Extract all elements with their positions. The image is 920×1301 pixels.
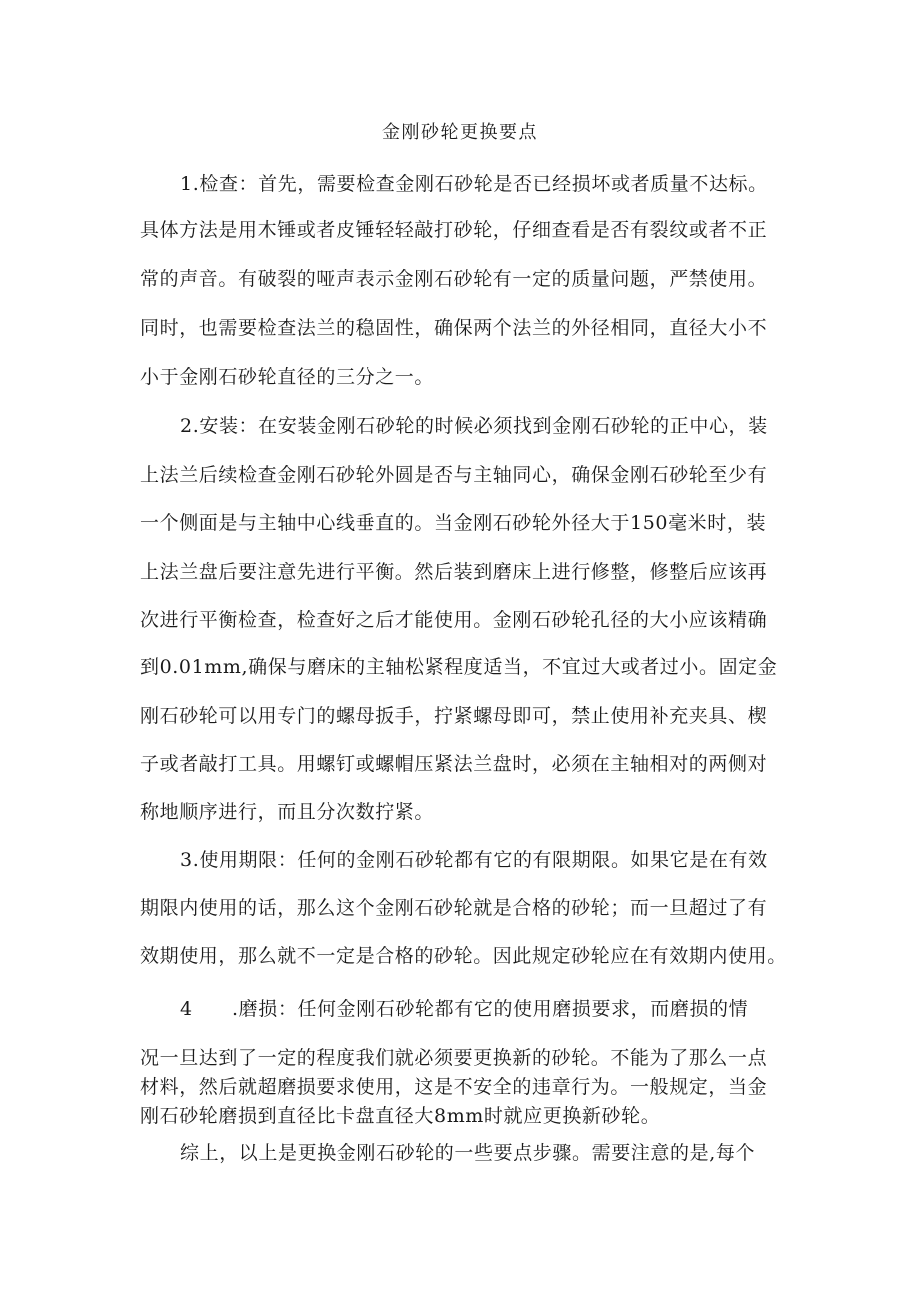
- section-4-line-1: [180, 995, 800, 1023]
- section-2-line-9: 称地顺序进行，而且分次数拧紧。: [140, 801, 435, 823]
- document-title: 金刚砂轮更换要点: [382, 122, 538, 143]
- section-3-number: 3: [180, 849, 193, 871]
- section-4-line-3: 材料，然后就超磨损要求使用，这是不安全的违章行为。一般规定，当金: [140, 1076, 768, 1098]
- section-2-line-1: [180, 412, 800, 440]
- section-2-line-4: 上法兰盘后要注意先进行平衡。然后装到磨床上进行修整，修整后应该再: [140, 561, 768, 583]
- section-3-line-2: 期限内使用的话，那么这个金刚石砂轮就是合格的砂轮；而一旦超过了有: [140, 897, 768, 919]
- section-3-text: .使用期限：任何的金刚石砂轮都有它的有限期限。如果它是在有效: [192, 849, 768, 871]
- section-2-line-2: 上法兰后续检查金刚石砂轮外圆是否与主轴同心，确保金刚石砂轮至少有: [140, 464, 768, 486]
- section-4-number: 4: [180, 998, 193, 1020]
- section-2-line-3: 一个侧面是与主轴中心线垂直的。当金刚石砂轮外径大于150毫米时，装: [140, 512, 767, 534]
- section-2-line-7: 刚石砂轮可以用专门的螺母扳手，拧紧螺母即可，禁止使用补充夹具、楔: [140, 705, 768, 727]
- section-2-number: 2: [180, 415, 193, 437]
- conclusion-line-1: 综上，以上是更换金刚石砂轮的一些要点步骤。需要注意的是,每个: [180, 1142, 756, 1164]
- section-1-line-3: 常的声音。有破裂的哑声表示金刚石砂轮有一定的质量问题，严禁使用。: [140, 268, 768, 290]
- section-1-line-2: 具体方法是用木锤或者皮锤轻轻敲打砂轮，仔细查看是否有裂纹或者不正: [140, 219, 768, 241]
- section-4-text: .磨损：任何金刚石砂轮都有它的使用磨损要求，而磨损的情: [232, 998, 749, 1020]
- section-4-line-2: 况一旦达到了一定的程度我们就必须要更换新的砂轮。不能为了那么一点: [140, 1047, 768, 1069]
- section-1-number: 1: [180, 173, 193, 195]
- section-1-line-5: 小于金刚石砂轮直径的三分之一。: [140, 366, 435, 388]
- section-2-line-6: 到0.01mm,确保与磨床的主轴松紧程度适当，不宜过大或者过小。固定金: [140, 656, 778, 678]
- section-2-text: .安装：在安装金刚石砂轮的时候必须找到金刚石砂轮的正中心，装: [192, 415, 768, 437]
- section-3-line-3: 效期使用，那么就不一定是合格的砂轮。因此规定砂轮应在有效期内使用。: [140, 945, 787, 967]
- section-1-line-4: 同时，也需要检查法兰的稳固性，确保两个法兰的外径相同，直径大小不: [140, 317, 768, 339]
- section-2-line-5: 次进行平衡检查，检查好之后才能使用。金刚石砂轮孔径的大小应该精确: [140, 609, 768, 631]
- section-1-text: .检查：首先，需要检查金刚石砂轮是否已经损坏或者质量不达标。: [192, 173, 768, 195]
- section-3-line-1: [180, 846, 800, 874]
- section-2-line-8: 子或者敲打工具。用螺钉或螺帽压紧法兰盘时，必须在主轴相对的两侧对: [140, 753, 768, 775]
- section-1-line-1: [180, 170, 800, 198]
- section-4-line-4: 刚石砂轮磨损到直径比卡盘直径大8mm时就应更换新砂轮。: [140, 1105, 661, 1127]
